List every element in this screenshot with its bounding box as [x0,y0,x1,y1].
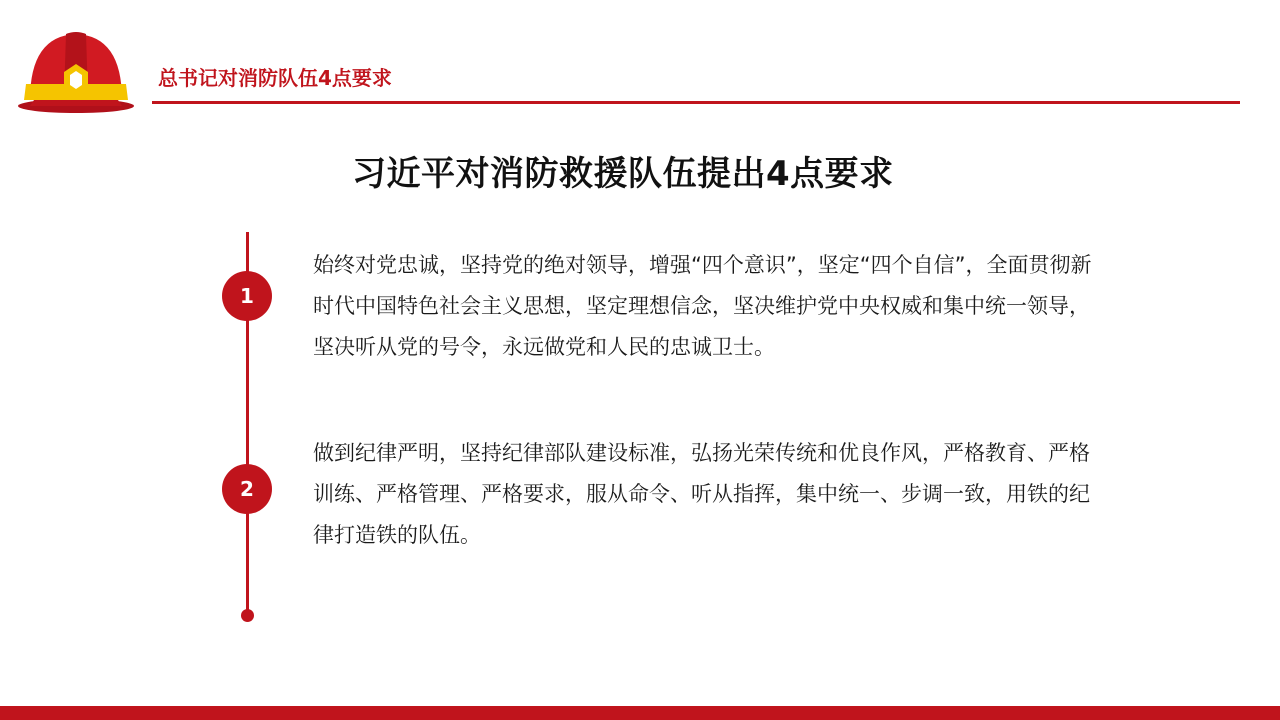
bottom-bar [0,706,1280,720]
timeline-end-dot [241,609,254,622]
point-text-1: 始终对党忠诚，坚持党的绝对领导，增强“四个意识”，坚定“四个自信”，全面贯彻新时代中国特色社会主义思想，坚定理想信念，坚决维护党中央权威和集中统一领导，坚决听从党的号令，永远做党和人民的忠诚卫士。 [313,253,1092,359]
step-badge-1: 1 [222,271,272,321]
point-text-2: 做到纪律严明，坚持纪律部队建设标准，弘扬光荣传统和优良作风，严格教育、严格训练、严格管理、严格要求，服从命令、听从指挥，集中统一、步调一致，用铁的纪律打造铁的队伍。 [313,441,1090,547]
header-title: 总书记对消防队伍4点要求 [158,66,392,90]
header-divider [152,101,1240,104]
main-title: 习近平对消防救援队伍提出4点要求 [352,154,894,194]
fire-helmet-icon [16,26,136,116]
step-badge-2: 2 [222,464,272,514]
